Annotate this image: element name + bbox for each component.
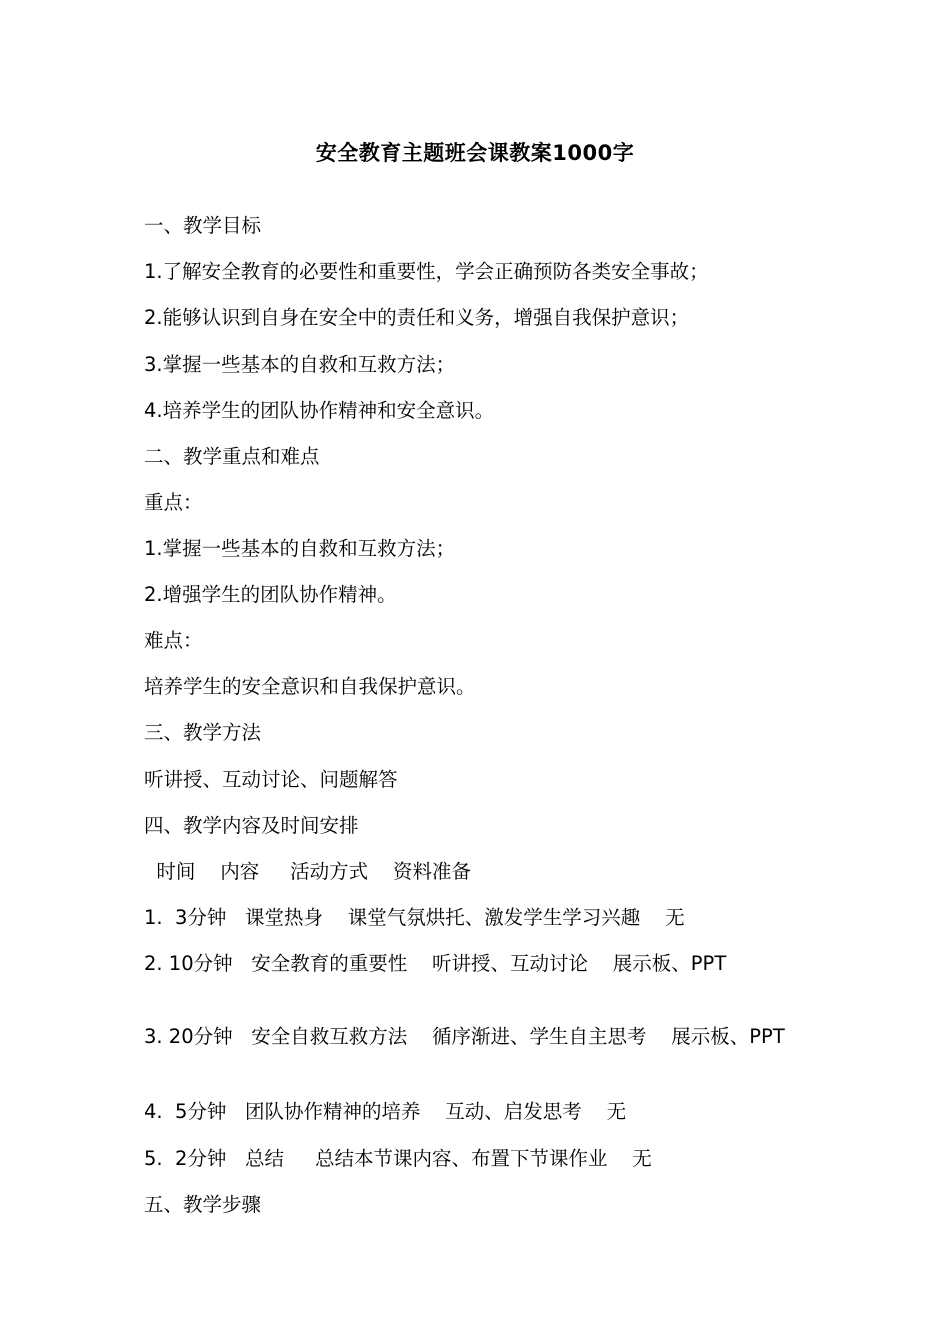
key-points-label: 重点： (144, 491, 203, 514)
difficulty-item: 培养学生的安全意识和自我保护意识。 (144, 675, 476, 698)
difficulties-label: 难点： (144, 629, 203, 652)
objective-item-3: 3.掌握一些基本的自救和互救方法； (144, 353, 456, 376)
section-heading-methods: 三、教学方法 (144, 721, 262, 744)
document-title: 安全教育主题班会课教案1000字 (315, 141, 635, 165)
schedule-row-1: 1. 3分钟 课堂热身 课堂气氛烘托、激发学生学习兴趣 无 (144, 906, 685, 929)
objective-item-2: 2.能够认识到自身在安全中的责任和义务，增强自我保护意识； (144, 306, 690, 329)
schedule-header-row: 时间 内容 活动方式 资料准备 (144, 860, 471, 883)
key-point-item-1: 1.掌握一些基本的自救和互救方法； (144, 537, 456, 560)
schedule-row-2: 2. 10分钟 安全教育的重要性 听讲授、互动讨论 展示板、PPT (144, 952, 727, 975)
section-heading-schedule: 四、教学内容及时间安排 (144, 814, 359, 837)
schedule-row-3: 3. 20分钟 安全自救互救方法 循序渐进、学生自主思考 展示板、PPT (144, 1025, 785, 1048)
key-point-item-2: 2.增强学生的团队协作精神。 (144, 583, 397, 606)
section-heading-steps: 五、教学步骤 (144, 1193, 262, 1216)
objective-item-4: 4.培养学生的团队协作精神和安全意识。 (144, 399, 495, 422)
schedule-row-5: 5. 2分钟 总结 总结本节课内容、布置下节课作业 无 (144, 1147, 652, 1170)
methods-text: 听讲授、互动讨论、问题解答 (144, 768, 398, 791)
objective-item-1: 1.了解安全教育的必要性和重要性，学会正确预防各类安全事故； (144, 260, 709, 283)
section-heading-key-points: 二、教学重点和难点 (144, 445, 320, 468)
section-heading-objectives: 一、教学目标 (144, 214, 262, 237)
schedule-row-4: 4. 5分钟 团队协作精神的培养 互动、启发思考 无 (144, 1100, 627, 1123)
